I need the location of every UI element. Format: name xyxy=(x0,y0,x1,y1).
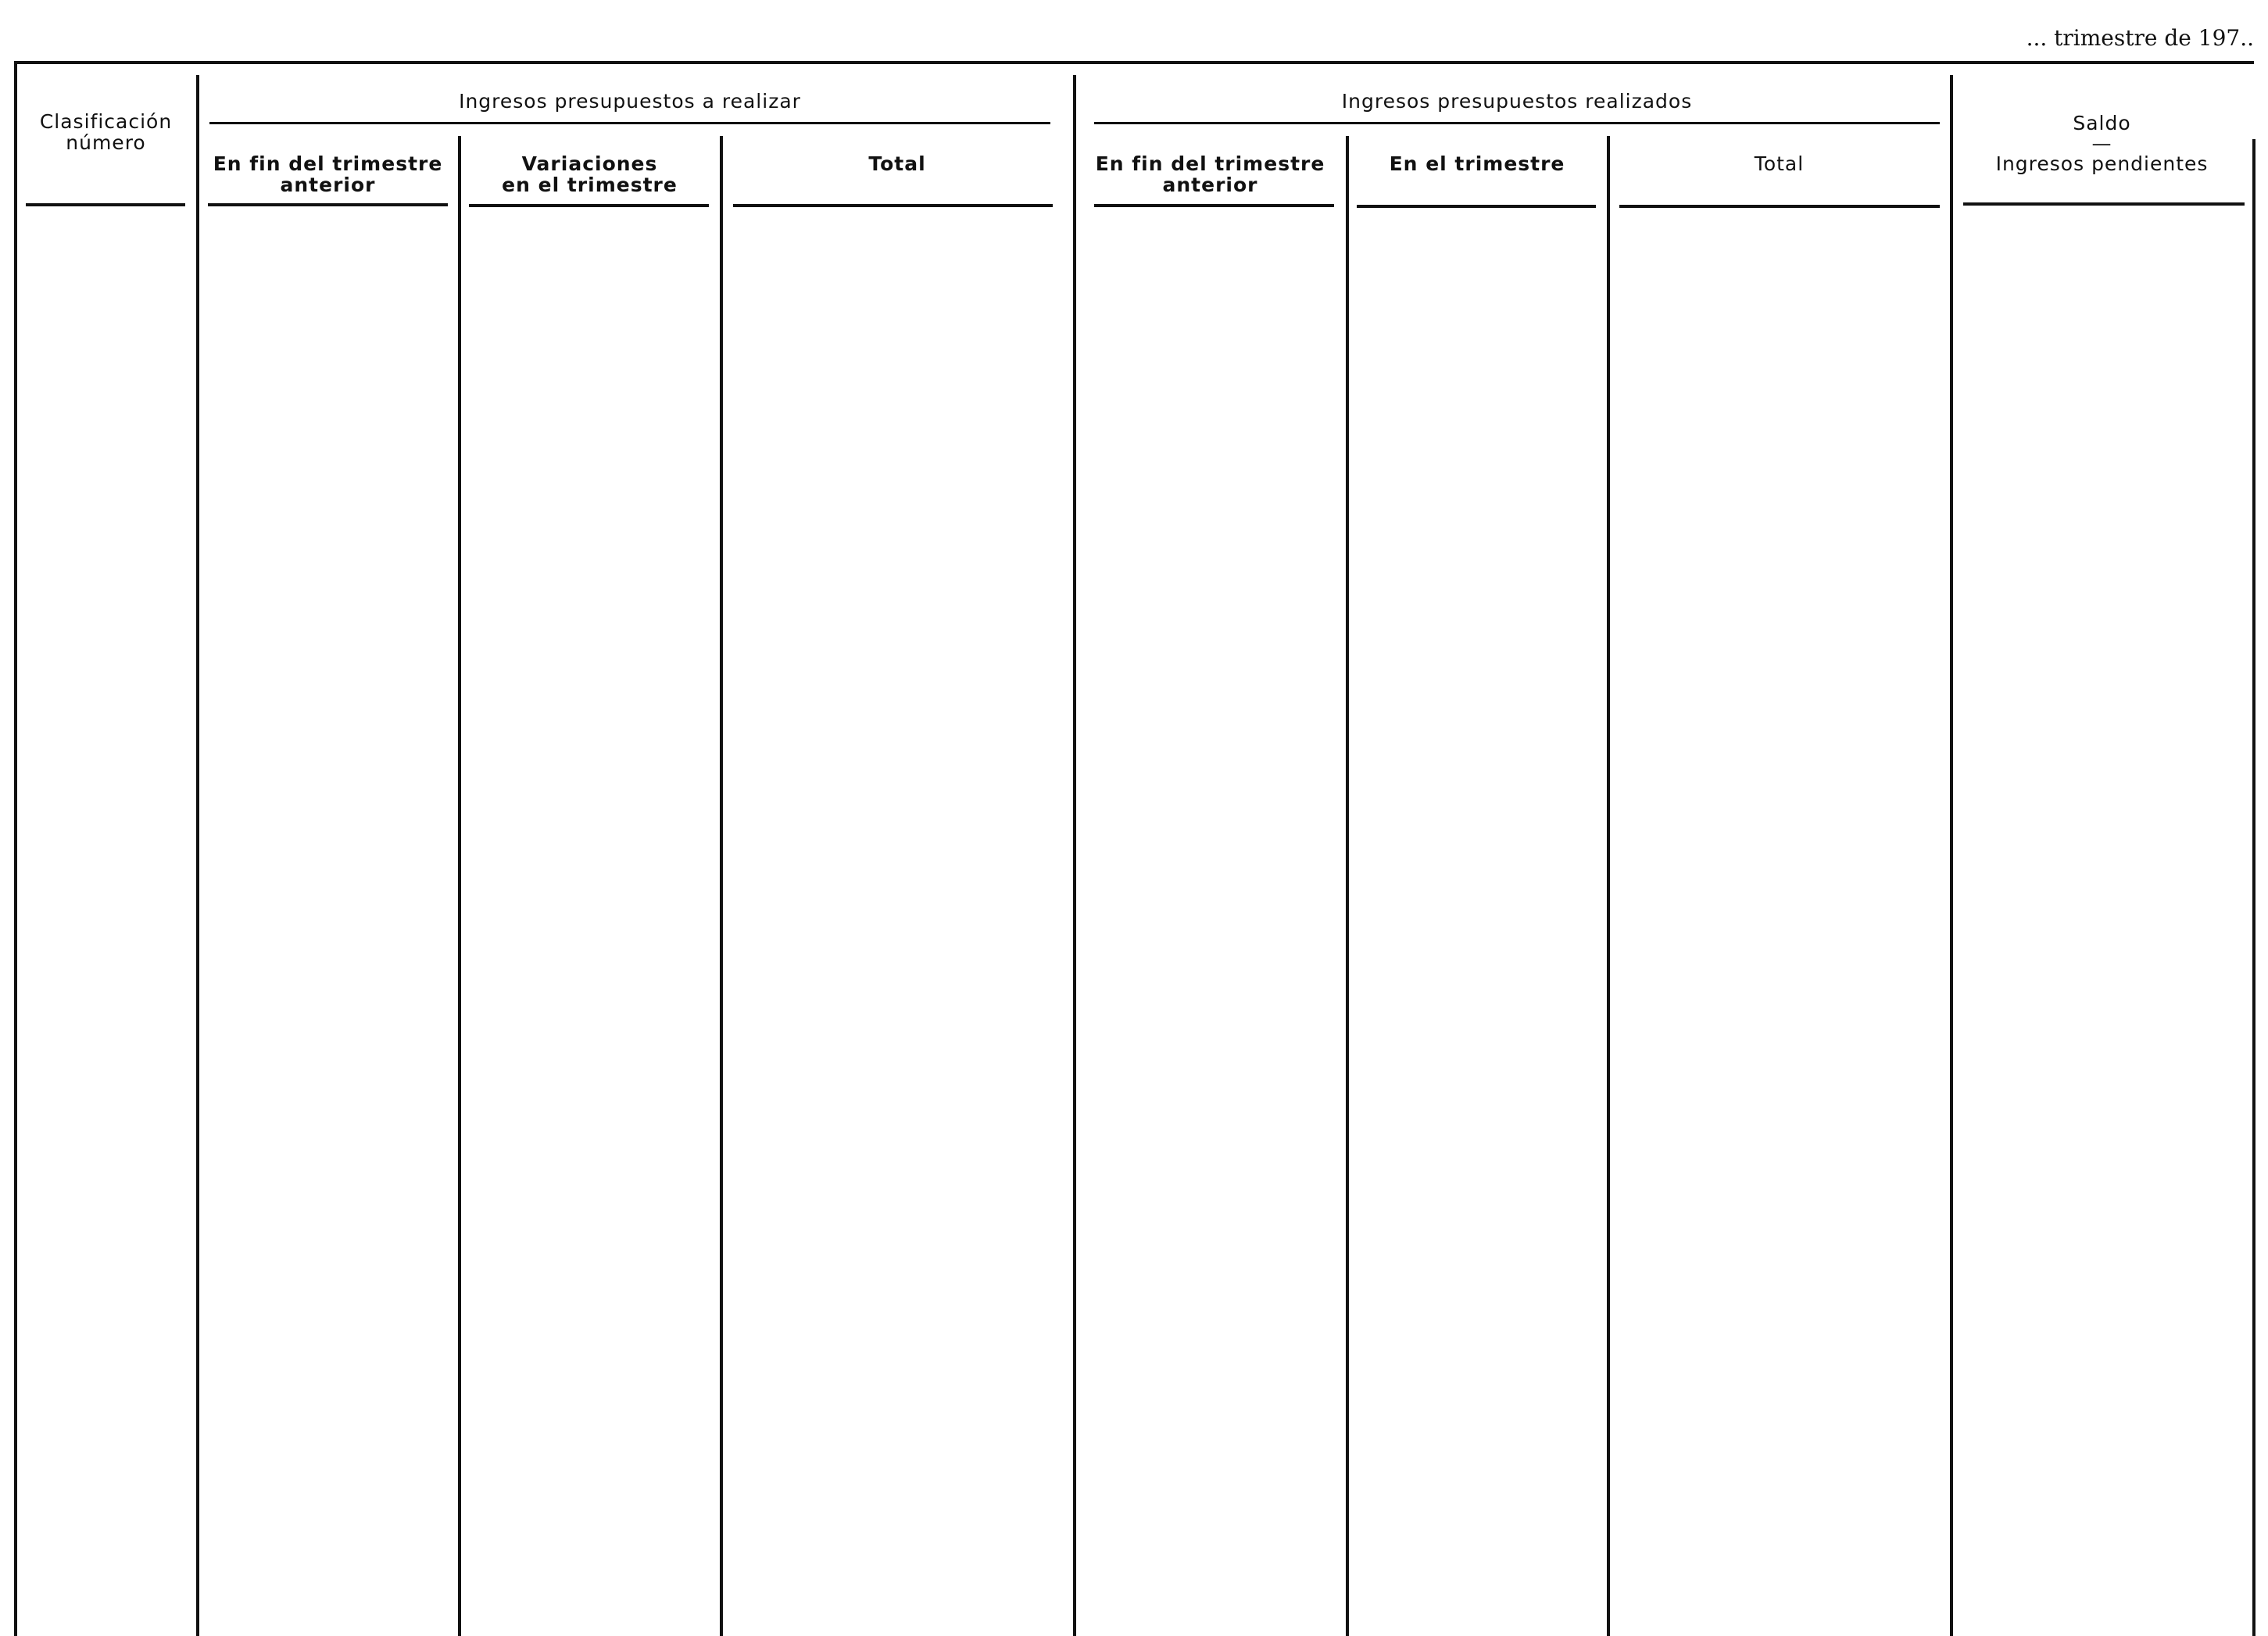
column-rule-to-realize-1 xyxy=(458,136,461,1636)
classification-header-line2: número xyxy=(66,131,146,154)
table-top-border xyxy=(14,61,2254,64)
group-title-to-realize: Ingresos presupuestos a realizar xyxy=(459,90,801,113)
column-header-to-realize-variations xyxy=(462,153,717,195)
balance-header-subtitle: Ingresos pendientes xyxy=(1995,152,2209,175)
column-rule-groups xyxy=(1073,75,1076,1636)
header-underline-to-realize-3 xyxy=(733,204,1053,207)
column-header-line: En fin del trimestre xyxy=(213,152,443,175)
column-rule-to-realize-2 xyxy=(720,136,723,1636)
column-rule-realized-1 xyxy=(1346,136,1349,1636)
classification-header xyxy=(17,111,195,153)
header-underline-realized-2 xyxy=(1357,205,1596,208)
column-rule-classification xyxy=(196,75,199,1636)
column-header-line: Total xyxy=(1754,152,1805,175)
header-underline-to-realize-2 xyxy=(469,204,709,207)
column-header-line: En fin del trimestre xyxy=(1095,152,1325,175)
header-underline-balance xyxy=(1963,202,2245,206)
header-underline-classification xyxy=(26,203,185,206)
column-header-realized-previous xyxy=(1077,153,1343,195)
column-header-line: en el trimestre xyxy=(502,174,678,196)
balance-header-separator: — xyxy=(2091,132,2112,155)
table-left-border xyxy=(14,61,17,1636)
column-header-realized-total xyxy=(1611,153,1948,174)
column-header-line: anterior xyxy=(1162,174,1258,196)
header-underline-to-realize-1 xyxy=(208,203,448,206)
column-header-line: anterior xyxy=(280,174,376,196)
column-rule-realized-2 xyxy=(1607,136,1610,1636)
column-header-line: En el trimestre xyxy=(1389,152,1565,175)
period-label: ... trimestre de 197.. xyxy=(2026,25,2254,51)
column-header-line: Variaciones xyxy=(521,152,658,175)
group-underline-to-realize xyxy=(209,122,1050,124)
table-right-border xyxy=(2252,139,2255,1636)
header-underline-realized-3 xyxy=(1619,205,1940,208)
column-header-line: Total xyxy=(868,152,926,175)
group-underline-realized xyxy=(1094,122,1940,124)
column-header-realized-quarter xyxy=(1350,153,1604,174)
header-underline-realized-1 xyxy=(1094,204,1334,207)
classification-header-line1: Clasificación xyxy=(39,110,173,133)
column-header-to-realize-previous xyxy=(200,153,456,195)
column-rule-balance xyxy=(1950,75,1953,1636)
group-title-realized: Ingresos presupuestos realizados xyxy=(1341,90,1693,113)
column-header-to-realize-total xyxy=(724,153,1071,174)
balance-header-title: Saldo xyxy=(2073,112,2131,134)
